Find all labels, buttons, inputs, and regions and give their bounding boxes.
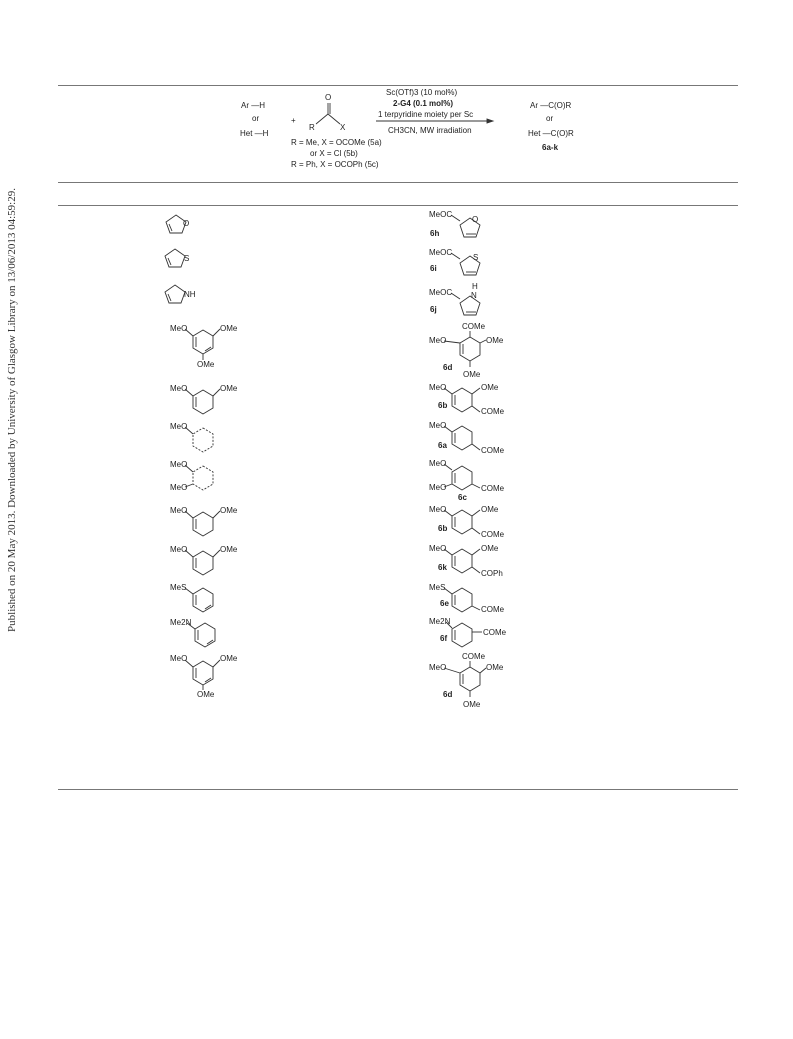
substituent-meo: MeO (429, 483, 447, 492)
substituent-ome: OMe (481, 544, 499, 553)
ring-o: O (472, 215, 479, 224)
substituent-ome: OMe (481, 505, 499, 514)
carbonyl-o: O (325, 93, 332, 102)
ring-s: S (184, 254, 190, 263)
substituent-meo: MeO (170, 324, 188, 333)
product-6i-structure (429, 248, 480, 275)
reagent-option-2: or X = Cl (5b) (310, 149, 358, 158)
substituent-meo: MeO (170, 384, 188, 393)
product-6d-structure (429, 322, 504, 379)
thiophene-structure (165, 249, 189, 267)
ring-n: N (471, 291, 477, 300)
ring-h: H (472, 282, 478, 291)
substituent-meo: MeO (170, 483, 188, 492)
dimethoxybenzene-structure (170, 506, 238, 536)
product-6j-structure (429, 282, 480, 315)
compound-label: 6k (438, 563, 447, 572)
product-6d-structure (429, 652, 504, 709)
dimethylaniline-structure (170, 618, 215, 647)
table-row (0, 210, 793, 245)
substituent-ome: OMe (197, 360, 215, 369)
condition-ratio: 1 terpyridine moiety per Sc (378, 110, 474, 119)
product-6k-structure (429, 544, 503, 578)
substituent-coph: COPh (481, 569, 503, 578)
download-watermark-text: Published on 20 May 2013. Downloaded by University of Glasgow Library on 13/06/2013 04:59:29. (6, 188, 18, 632)
reactant-or: or (252, 114, 260, 123)
reaction-scheme (58, 86, 738, 181)
compound-label: 6b (438, 524, 448, 533)
product-or: or (546, 114, 554, 123)
substituent-meo: MeO (429, 663, 447, 672)
compound-label: 6d (443, 363, 453, 372)
dimethoxybenzene-structure (170, 545, 238, 575)
substituent-me2n: Me2N (429, 617, 451, 626)
table-row (0, 503, 793, 541)
product-6e-structure (429, 583, 505, 614)
substituent-ome: OMe (481, 383, 499, 392)
scheme-bottom-rule (58, 182, 738, 183)
substituent-meo: MeO (170, 460, 188, 469)
substituent-come: COMe (462, 652, 486, 661)
substituent-ome: OMe (463, 700, 481, 709)
table-row (0, 380, 793, 418)
condition-dendrimer: 2-G4 (0.1 mol%) (393, 99, 454, 108)
substituent-come: COMe (481, 605, 505, 614)
product-6f-structure (429, 617, 507, 647)
plus-sign: + (291, 116, 296, 125)
reactant-arh: Ar —H (241, 101, 265, 110)
trimethoxybenzene-structure (170, 654, 238, 699)
product-6h-structure (429, 210, 480, 238)
substituent-ome: OMe (463, 370, 481, 379)
compound-label: 6d (443, 690, 453, 699)
substituent-meo: MeO (429, 336, 447, 345)
compound-label: 6c (458, 493, 467, 502)
table-row (0, 616, 793, 650)
substituent-meo: MeO (170, 545, 188, 554)
product-6c-structure (429, 459, 505, 502)
ring-s: S (473, 253, 479, 262)
compound-label: 6i (430, 264, 437, 273)
acyl-label: MeOC (429, 248, 453, 257)
compound-label: 6b (438, 401, 448, 410)
reagent-option-3: R = Ph, X = OCOPh (5c) (291, 160, 379, 169)
substituent-meo: MeO (170, 654, 188, 663)
trimethoxybenzene-structure (170, 324, 238, 369)
reagent-x: X (340, 123, 346, 132)
acyl-label: MeOC (429, 210, 453, 219)
product-6a-structure (429, 421, 505, 455)
substituent-come: COMe (481, 530, 505, 539)
product-ar: Ar —C(O)R (530, 101, 572, 110)
header-rule (58, 205, 738, 206)
ring-o: O (183, 219, 190, 228)
substituent-ome: OMe (220, 384, 238, 393)
table-row (0, 541, 793, 581)
table-row (0, 280, 793, 320)
substituent-mes: MeS (429, 583, 446, 592)
compound-label: 6h (430, 229, 440, 238)
substituent-meo: MeO (429, 505, 447, 514)
furan-structure (166, 215, 189, 233)
substituent-ome: OMe (220, 324, 238, 333)
substituent-ome: OMe (486, 336, 504, 345)
acyl-label: MeOC (429, 288, 453, 297)
thioanisole-structure (170, 583, 213, 612)
substituent-come: COMe (481, 407, 505, 416)
substituent-meo: MeO (429, 383, 447, 392)
product-6b-structure (429, 383, 505, 416)
reactant-heth: Het —H (240, 129, 269, 138)
substituent-mes: MeS (170, 583, 187, 592)
anisole-structure (170, 422, 213, 452)
substituent-meo: MeO (429, 544, 447, 553)
table-bottom-rule (58, 789, 738, 790)
substituent-come: COMe (481, 484, 505, 493)
table-row (0, 318, 793, 380)
substituent-meo: MeO (170, 422, 188, 431)
substituent-come: COMe (483, 628, 507, 637)
product-het: Het —C(O)R (528, 129, 574, 138)
substituent-ome: OMe (197, 690, 215, 699)
substituent-come: COMe (481, 446, 505, 455)
pyrrole-structure (165, 285, 196, 303)
compound-label: 6j (430, 305, 437, 314)
product-6b-structure (429, 505, 505, 539)
table-row (0, 458, 793, 503)
substituent-meo: MeO (429, 421, 447, 430)
substituent-ome: OMe (220, 506, 238, 515)
product-label: 6a-k (542, 143, 559, 152)
substituent-ome: OMe (220, 545, 238, 554)
substituent-me2n: Me2N (170, 618, 192, 627)
compound-label: 6e (440, 599, 449, 608)
dimethoxybenzene-structure (170, 384, 238, 414)
condition-solvent: CH3CN, MW irradiation (388, 126, 472, 135)
substituent-come: COMe (462, 322, 486, 331)
condition-catalyst: Sc(OTf)3 (10 mol%) (386, 88, 458, 97)
table-row (0, 581, 793, 616)
table-row (0, 245, 793, 280)
substituent-ome: OMe (486, 663, 504, 672)
table-row (0, 650, 793, 712)
veratrole-structure (170, 460, 213, 492)
table-row (0, 418, 793, 458)
acyl-reagent-structure (309, 93, 346, 132)
substituent-meo: MeO (170, 506, 188, 515)
reagent-r: R (309, 123, 315, 132)
substituent-meo: MeO (429, 459, 447, 468)
compound-label: 6a (438, 441, 447, 450)
ring-nh: NH (184, 290, 196, 299)
compound-label: 6f (440, 634, 448, 643)
reagent-option-1: R = Me, X = OCOMe (5a) (291, 138, 382, 147)
substituent-ome: OMe (220, 654, 238, 663)
